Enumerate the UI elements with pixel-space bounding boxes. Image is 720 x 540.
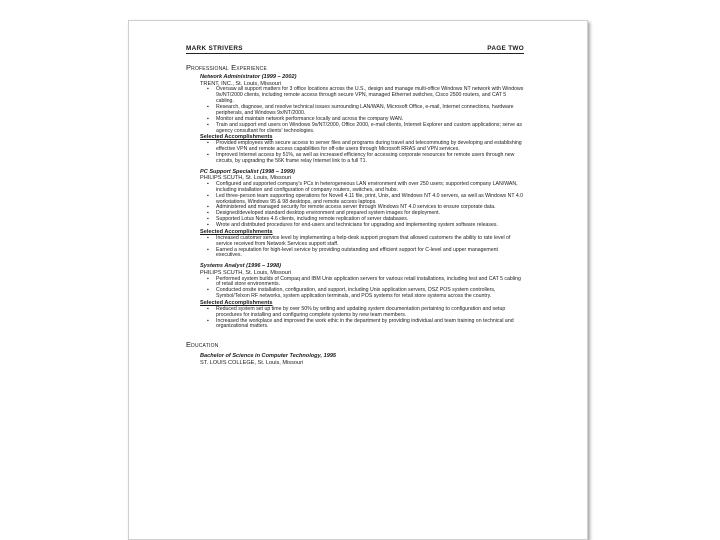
accomplishments-list <box>186 307 524 331</box>
header-name: MARK STRIVERS <box>186 45 243 52</box>
job-duty-item: ▪ Led three-person team supporting operations for Novell 4.11 file, print, Unix, and Windows NT 4.0 servers, as well as Windows NT 4.0 workstations, Windows 95 & 98 desktops, and remote access laptops. <box>216 194 524 206</box>
resume-page <box>128 20 588 540</box>
section-heading-education: Education <box>186 340 219 350</box>
job-title: Systems Analyst (1996 – 1998) <box>200 263 281 270</box>
accomplishment-item: ▪ Provided employees with secure access to server files and programs during travel and telecommuting by developing and establishing effective VPN and remote access capabilities for off-site users through Microsoft RRAS and VPN services. <box>216 141 524 153</box>
accomplishment-item: ▪ Improved Internet access by 51%, as well as increased efficiency for accessing corporate resources for remote users through new circuits, by upgrading the 56K frame relay Internet link to a full T1. <box>216 153 524 165</box>
job-entry <box>186 169 524 260</box>
job-entry <box>186 263 524 330</box>
education-school: ST. LOUIS COLLEGE, St. Louis, Missouri <box>200 359 304 366</box>
jobs-list <box>186 74 524 330</box>
job-duty-item: ▪ Research, diagnose, and resolve technical issues surrounding LAN/WAN, Microsoft Office, e-mail, Internet connections, hardware peripherals, and Windows 9x/NT/2000. <box>216 105 524 117</box>
job-duties-list <box>186 182 524 229</box>
education-degree: Bachelor of Science in Computer Technology, 1995 <box>200 353 337 360</box>
section-heading-experience: Professional Experience <box>186 63 267 72</box>
accomplishment-item: ▪ Reduced system set up time by over 50% by writing and updating system documentation pertaining to configuration and setup procedures for installing and configuring complete systems by new team members. <box>216 307 524 319</box>
header-page-number: PAGE TWO <box>487 45 524 52</box>
job-duties-list <box>186 277 524 301</box>
accomplishment-item: ▪ Increased the workplace and improved the work ethic in the department by providing individual and team training on technical and organizational matters. <box>216 319 524 331</box>
job-duty-item: ▪ Monitor and maintain network performance locally and across the company WAN. <box>216 117 524 123</box>
job-title: PC Support Specialist (1998 – 1999) <box>200 168 295 175</box>
job-employer: TRENT, INC., St. Louis, Missouri <box>200 80 282 87</box>
accomplishments-heading: Selected Accomplishments <box>200 300 273 307</box>
job-title: Network Administrator (1999 – 2002) <box>200 74 297 80</box>
accomplishment-item: ▪ Earned a reputation for high-level service by providing outstanding and efficient support for C-level and upper management executives. <box>216 248 524 260</box>
job-duty-item: ▪ Supported Lotus Notes 4.6 clients, including remote replication of server databases. <box>216 217 524 223</box>
job-duty-item: ▪ Configured and supported company's PCs in heterogeneous LAN environment with over 250 users; supported company LAN/WAN, including installation and configuration of company routers, switches, and hubs. <box>216 182 524 194</box>
job-duty-item: ▪ Designed/developed standard desktop environment and prepared system images for deployment. <box>216 211 524 217</box>
job-employer: PHILIPS SCUTH, St. Louis, Missouri <box>200 175 292 182</box>
job-duty-item: ▪ Wrote and distributed procedures for end-users and technicians for upgrading and implementing system software releases. <box>216 223 524 229</box>
resume-content <box>186 45 524 367</box>
page-header <box>186 45 524 54</box>
accomplishments-list <box>186 141 524 165</box>
job-duty-item: ▪ Conducted onsite installation, configuration, and support, including Unix application servers, DSZ POS system controllers, Symbol/Telxon RF networks, system application terminals, and POS systems for retail store systems across the country. <box>216 288 524 300</box>
accomplishments-heading: Selected Accomplishments <box>200 229 273 236</box>
accomplishments-heading: Selected Accomplishments <box>200 134 273 141</box>
job-duty-item: ▪ Administered and managed security for remote access server through Windows NT 4.0 services to ensure corporate data. <box>216 205 524 211</box>
job-duties-list <box>186 87 524 134</box>
accomplishments-list <box>186 236 524 260</box>
job-entry <box>186 74 524 165</box>
job-duty-item: ▪ Train and support end users on Windows 9x/NT/2000, Office 2000, e-mail clients, Internet Explorer and custom applications; serve as agency consultant for clients' technologies. <box>216 123 524 135</box>
job-duty-item: ▪ Oversaw all support matters for 3 office locations across the U.S., design and manage multi-office Windows NT network with Windows 9x/NT/2000 clients, including remote access through secure VPN, managed Ethernet switches, Cisco 2500 routers, and CAT 5 cabling. <box>216 87 524 105</box>
accomplishment-item: ▪ Increased customer service level by implementing a help-desk support program that allowed customers the ability to rate level of service received from Network Services support staff. <box>216 236 524 248</box>
job-employer: PHILIPS SCUTH, St. Louis, Missouri <box>200 269 292 276</box>
job-duty-item: ▪ Performed system builds of Compaq and IBM Unix application servers for various retail installations, including test and CAT 5 cabling of retail store environments. <box>216 277 524 289</box>
